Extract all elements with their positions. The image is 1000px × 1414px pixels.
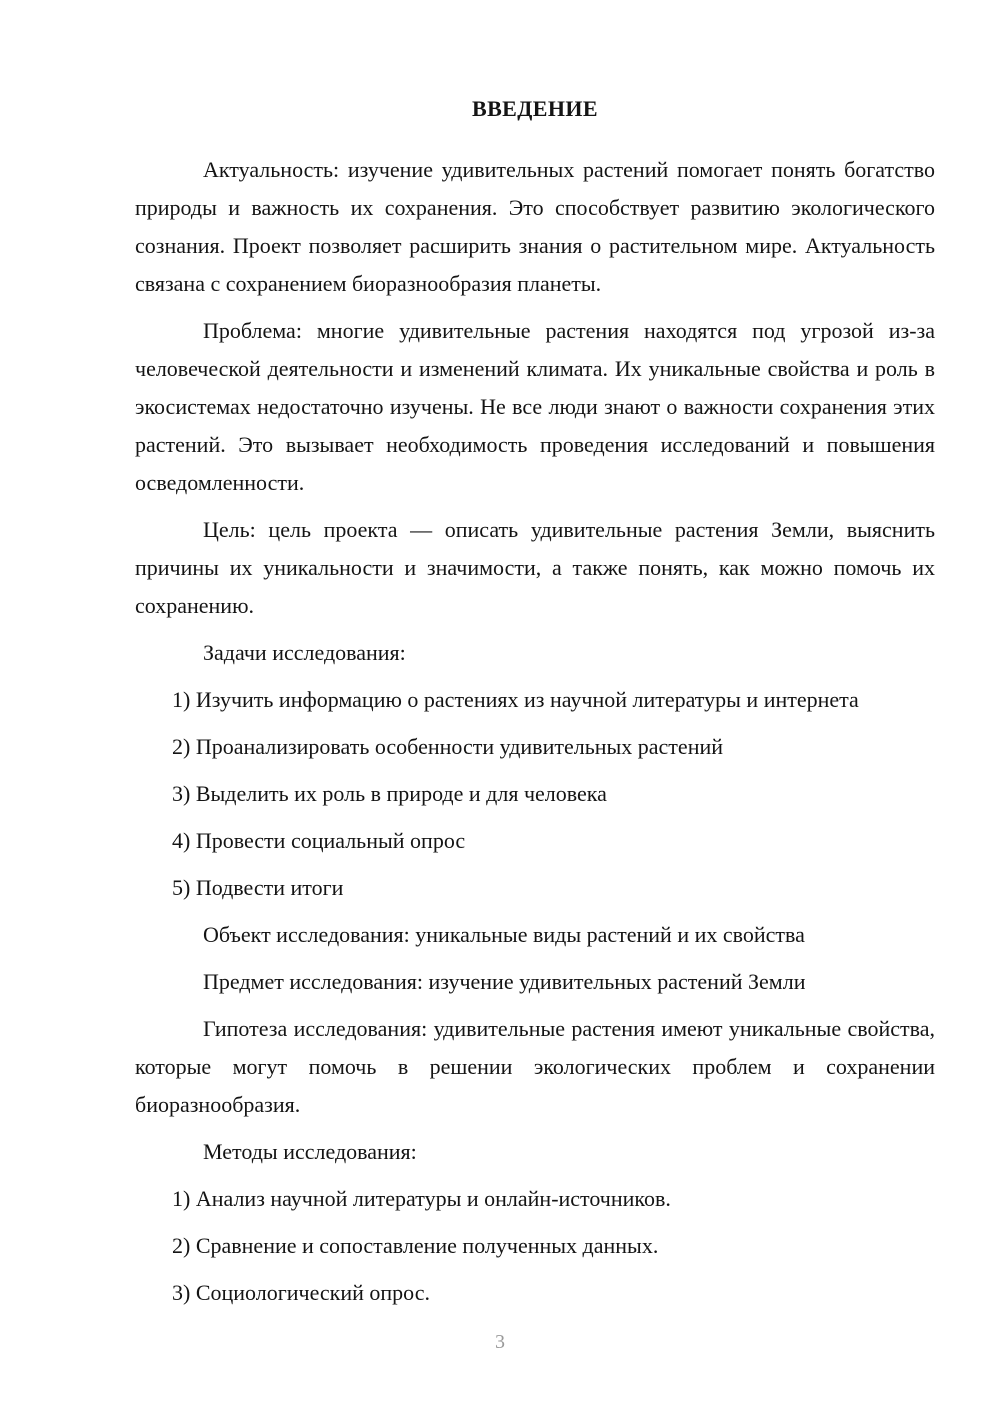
page-number: 3: [495, 1331, 505, 1353]
list-item: 1) Анализ научной литературы и онлайн-источников.: [172, 1186, 671, 1211]
list-item: 3) Социологический опрос.: [172, 1280, 430, 1305]
list-item: 2) Сравнение и сопоставление полученных данных.: [172, 1233, 659, 1258]
list-item: 2) Проанализировать особенности удивительных растений: [172, 734, 724, 759]
list-item: 5) Подвести итоги: [172, 875, 344, 900]
statement-subject: Предмет исследования: изучение удивительных растений Земли: [203, 969, 806, 994]
paragraph-problem: Проблема: многие удивительные растения находятся под угрозой из-за человеческой деятельности и изменений климата. Их уникальные свойства и роль в экосистемах недостаточно изучены. Не все люди знают о важности сохранения этих растений. Это вызывает необходимость проведения исследований и повышения осведомленности.: [135, 318, 935, 495]
heading-tasks: Задачи исследования:: [203, 640, 406, 665]
list-item: 1) Изучить информацию о растениях из научной литературы и интернета: [172, 687, 859, 712]
page-title: ВВЕДЕНИЕ: [472, 96, 598, 121]
list-item: 3) Выделить их роль в природе и для человека: [172, 781, 607, 806]
paragraph-hypothesis: Гипотеза исследования: удивительные растения имеют уникальные свойства, которые могут помочь в решении экологических проблем и сохранении биоразнообразия.: [135, 1016, 935, 1117]
paragraph-relevance: Актуальность: изучение удивительных растений помогает понять богатство природы и важность их сохранения. Это способствует развитию экологического сознания. Проект позволяет расширить знания о растительном мире. Актуальность связана с сохранением биоразнообразия планеты.: [135, 157, 935, 296]
document-body: [135, 92, 935, 1321]
heading-methods: Методы исследования:: [203, 1139, 417, 1164]
paragraph-goal: Цель: цель проекта — описать удивительные растения Земли, выяснить причины их уникальности и значимости, а также понять, как можно помочь их сохранению.: [135, 517, 935, 618]
list-item: 4) Провести социальный опрос: [172, 828, 466, 853]
statement-object: Объект исследования: уникальные виды растений и их свойства: [203, 922, 805, 947]
